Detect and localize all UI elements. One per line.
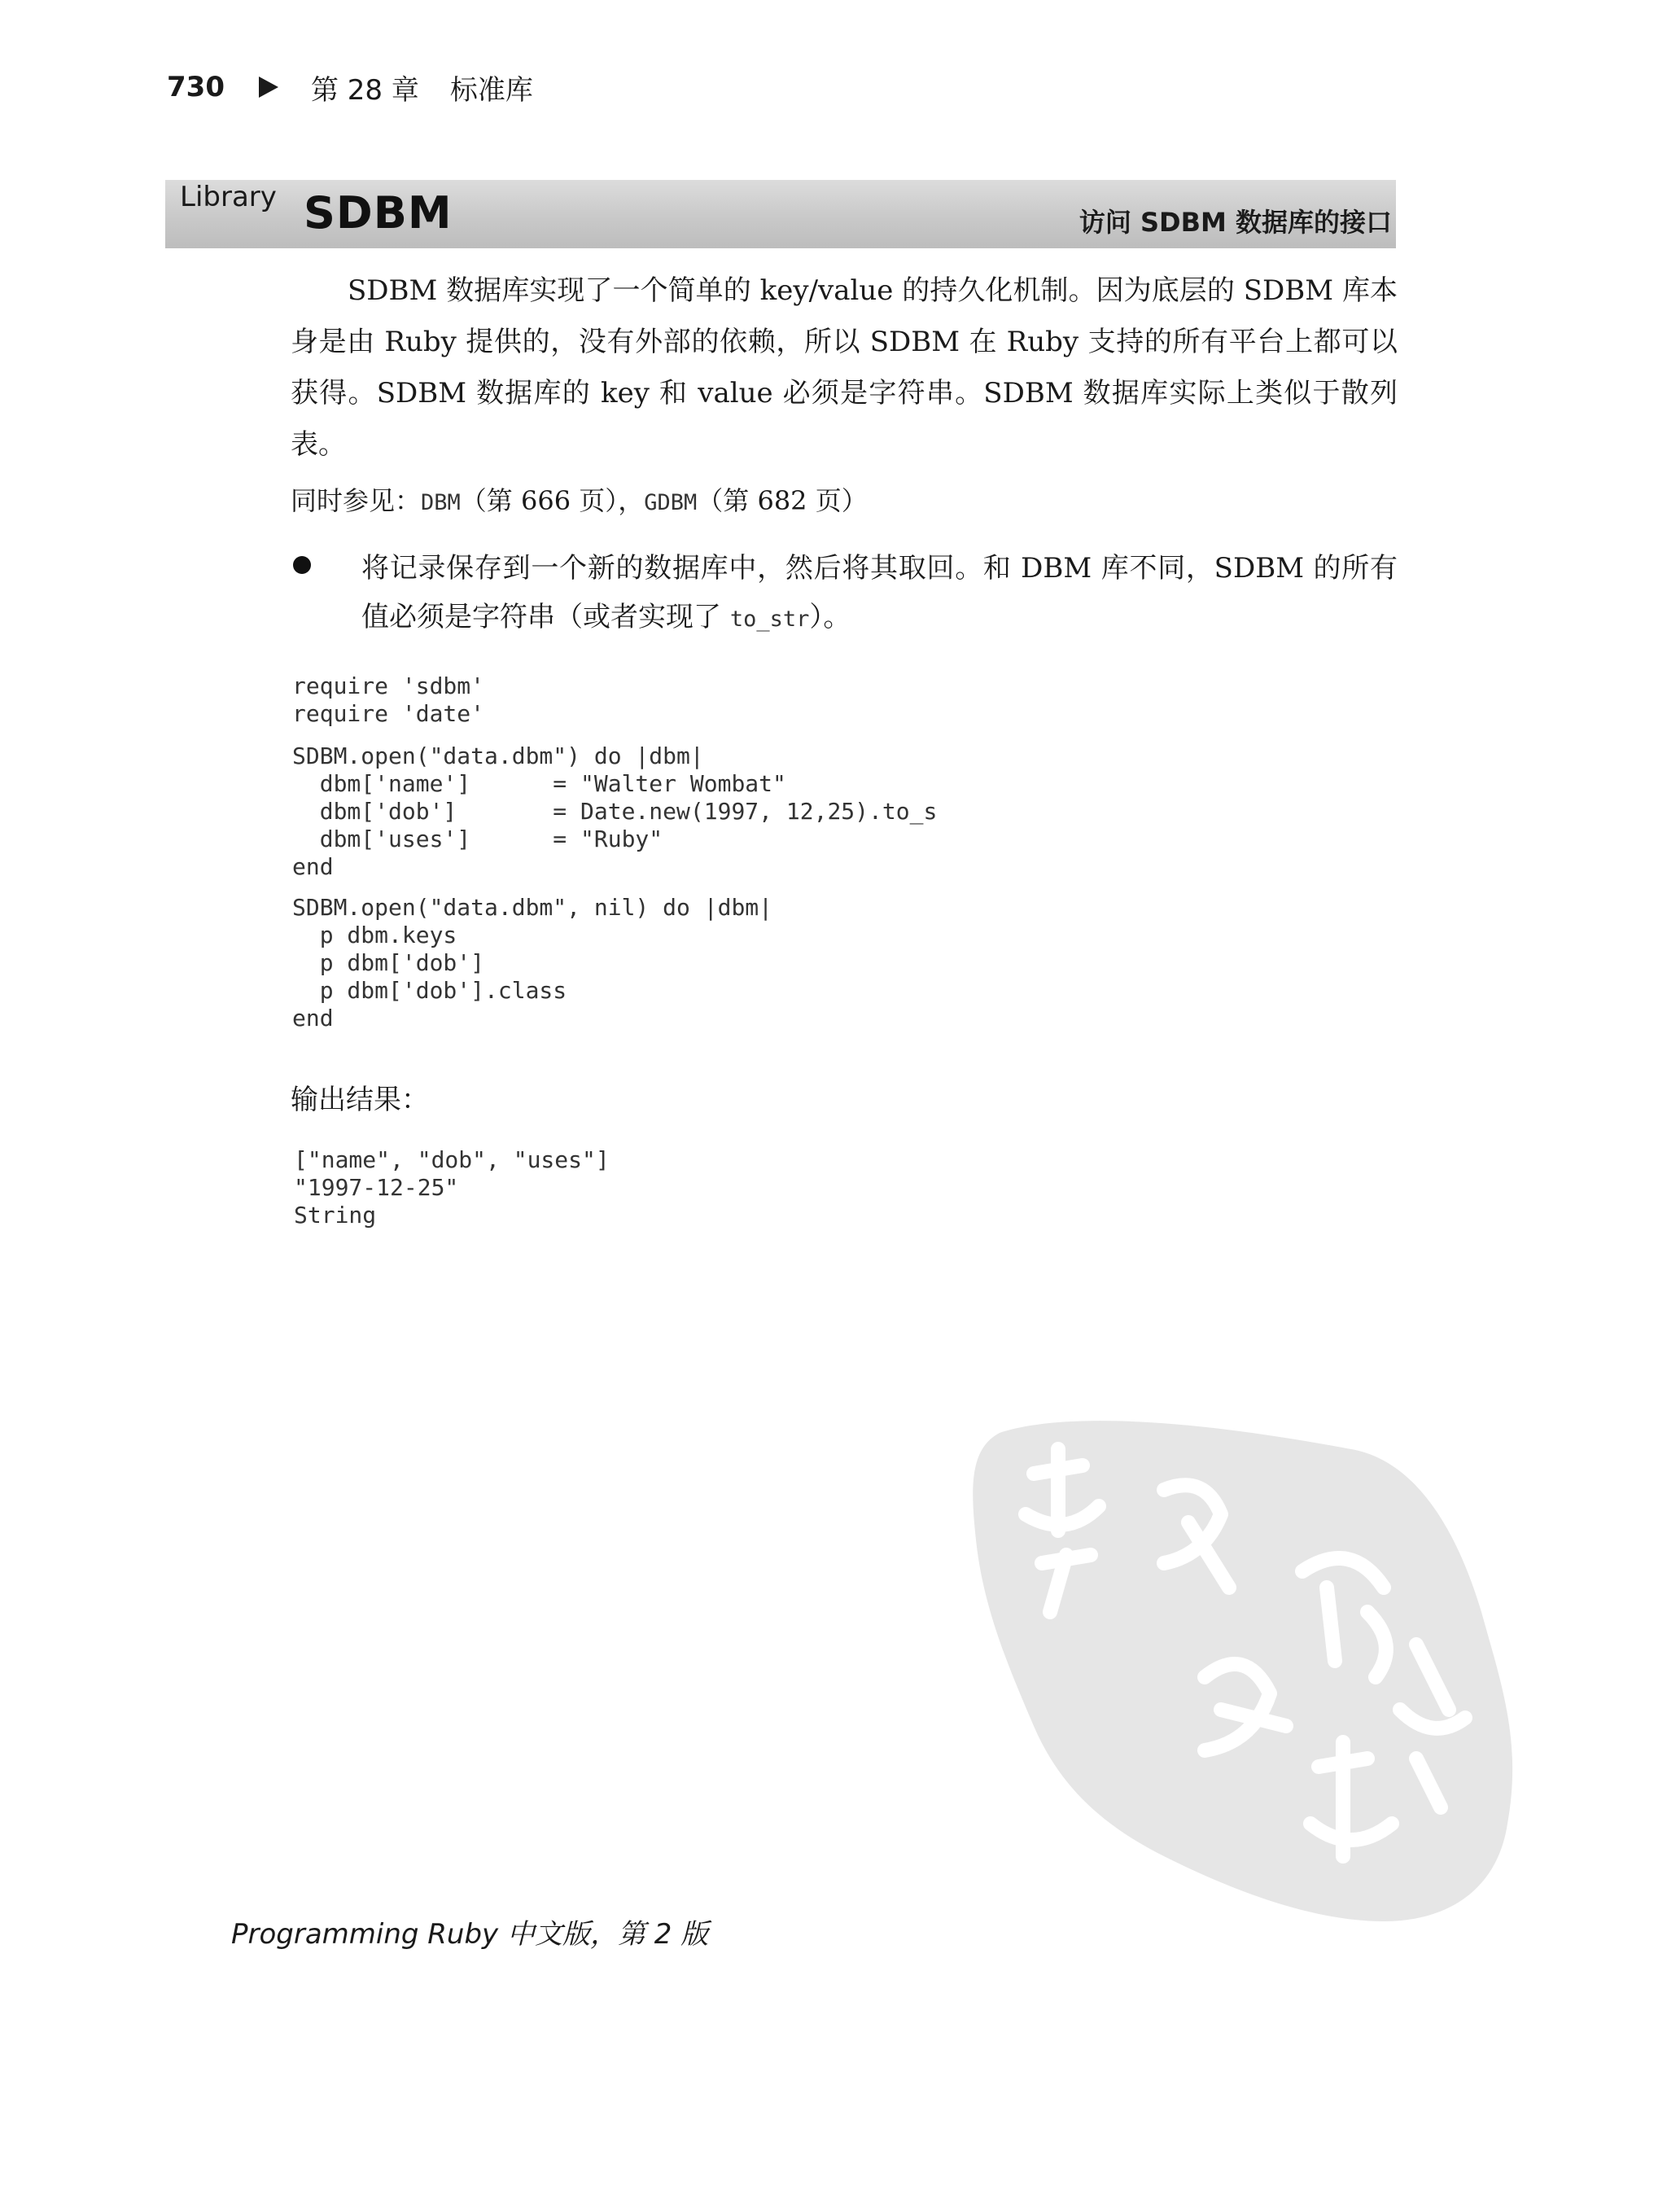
running-header xyxy=(167,67,533,107)
output-block: ["name", "dob", "uses"] "1997-12-25" String xyxy=(294,1146,610,1229)
seal-stamp-icon xyxy=(960,1400,1530,1938)
library-title: SDBM xyxy=(304,187,453,239)
library-subtitle: 访问 SDBM 数据库的接口 xyxy=(1079,207,1392,238)
page-number: 730 xyxy=(167,71,225,103)
intro-paragraph: SDBM 数据库实现了一个简单的 key/value 的持久化机制。因为底层的 SDBM 库本身是由 Ruby 提供的，没有外部的依赖，所以 SDBM 在 Ruby 支持的所有平台上都可以获得。SDBM 数据库的 key 和 value 必须是字符串。SDBM 数据库实际上类似于散列表。 xyxy=(291,274,1398,461)
chapter-label: 第 28 章 xyxy=(310,73,419,107)
see-also-link-gdbm[interactable]: GDBM xyxy=(644,490,698,515)
play-arrow-icon xyxy=(259,77,278,98)
see-also-line xyxy=(291,480,868,523)
code-block-write: SDBM.open("data.dbm") do |dbm| dbm['name'] = "Walter Wombat" dbm['dob'] = Date.new(1997, 12,25).to_s dbm['uses'] = "Ruby" end xyxy=(292,742,938,880)
footer-book-title: Programming Ruby 中文版，第 2 版 xyxy=(231,1918,709,1951)
code-block-require: require 'sdbm' require 'date' xyxy=(292,672,485,727)
library-label: Library xyxy=(180,181,277,213)
see-also-prefix: 同时参见： xyxy=(291,485,422,516)
chapter-title: 标准库 xyxy=(449,73,533,107)
see-also-link-dbm[interactable]: DBM xyxy=(421,490,461,515)
bullet-inline-code: to_str xyxy=(729,607,810,632)
code-block-read: SDBM.open("data.dbm", nil) do |dbm| p dbm.keys p dbm['dob'] p dbm['dob'].class end xyxy=(292,894,773,1032)
see-also-page-dbm: （第 666 页） xyxy=(460,485,619,516)
see-also-separator: ， xyxy=(618,485,645,516)
bullet-text: 将记录保存到一个新的数据库中，然后将其取回。和 DBM 库不同，SDBM 的所有值必须是字符串（或者实现了 xyxy=(361,552,1398,633)
bullet-icon xyxy=(293,556,311,574)
bullet-item xyxy=(361,544,1398,644)
output-label: 输出结果： xyxy=(291,1084,429,1116)
see-also-page-gdbm: （第 682 页） xyxy=(697,485,868,516)
bullet-suffix: ）。 xyxy=(809,601,851,633)
